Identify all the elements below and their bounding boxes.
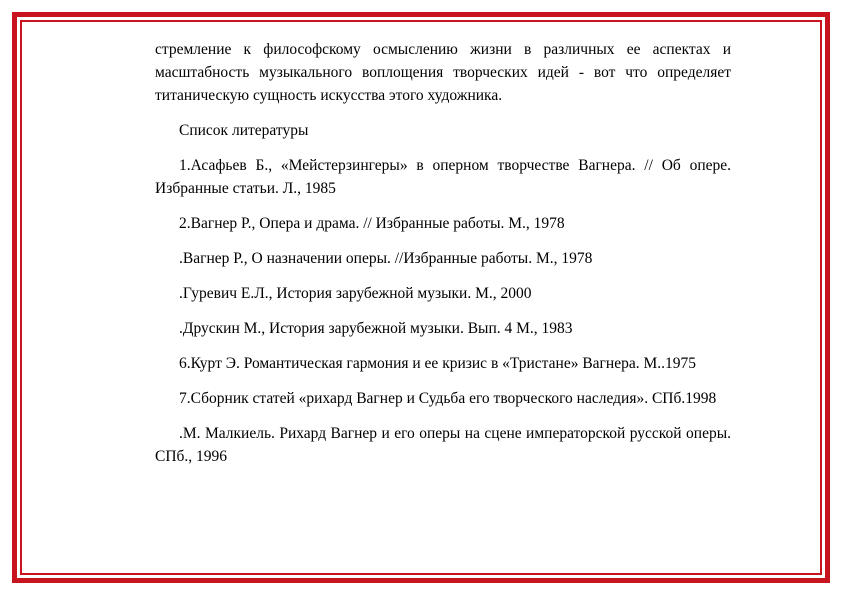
reference-item: 6.Курт Э. Романтическая гармония и ее кризис в «Тристане» Вагнера. М..1975 xyxy=(179,355,696,372)
reference-item: .Друскин М., История зарубежной музыки. Вып. 4 М., 1983 xyxy=(179,320,573,337)
reference-item: 7.Сборник статей «рихард Вагнер и Судьба его творческого наследия». СПб.1998 xyxy=(179,390,717,407)
reference-item: 2.Вагнер Р., Опера и драма. // Избранные работы. М., 1978 xyxy=(179,215,565,232)
reference-item: 1.Асафьев Б., «Мейстерзингеры» в оперном творчестве Вагнера. // Об опере. Избранные статьи. Л., 1985 xyxy=(155,157,731,197)
document-body xyxy=(155,38,731,480)
reference-item: .Гуревич Е.Л., История зарубежной музыки. М., 2000 xyxy=(179,285,532,302)
reference-item: .Вагнер Р., О назначении оперы. //Избранные работы. М., 1978 xyxy=(179,250,593,267)
reference-item: .М. Малкиель. Рихард Вагнер и его оперы на сцене императорской русской оперы. СПб., 1996 xyxy=(155,425,731,465)
references-heading: Список литературы xyxy=(179,122,309,139)
intro-paragraph: стремление к философскому осмыслению жизни в различных ее аспектах и масштабность музыкального воплощения творческих идей - вот что определяет титаническую сущность искусства этого художника. xyxy=(155,41,731,104)
